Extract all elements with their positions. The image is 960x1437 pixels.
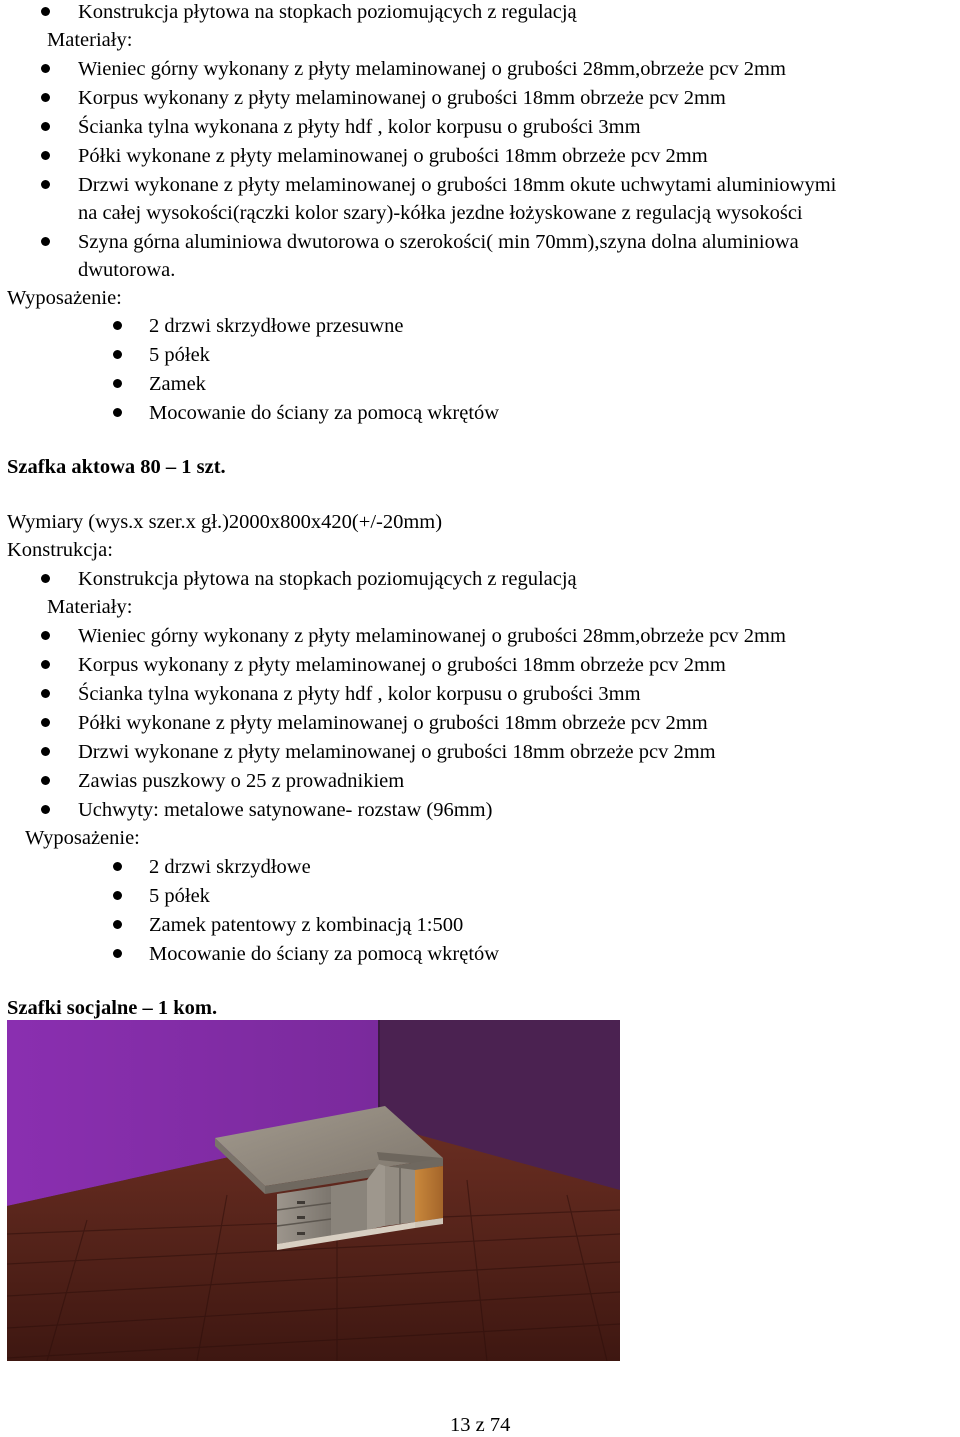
material-item: Wieniec górny wykonany z płyty melaminowanej o grubości 28mm,obrzeże pcv 2mm	[78, 625, 786, 647]
material-item-continuation: na całej wysokości(rączki kolor szary)-kółka jezdne łożyskowane z regulacją wysokości	[78, 202, 803, 224]
bullet	[113, 379, 122, 388]
page-number: 13 z 74	[450, 1414, 511, 1436]
bullet	[41, 776, 50, 785]
section-heading: Szafka aktowa 80 – 1 szt.	[7, 456, 226, 478]
materials-label: Materiały:	[47, 29, 133, 51]
cabinet-render-image	[7, 1020, 620, 1361]
construction-item: Konstrukcja płytowa na stopkach poziomujących z regulacją	[78, 1, 577, 23]
bullet	[113, 408, 122, 417]
bullet	[41, 718, 50, 727]
construction-item: Konstrukcja płytowa na stopkach poziomujących z regulacją	[78, 568, 577, 590]
material-item: Korpus wykonany z płyty melaminowanej o grubości 18mm obrzeże pcv 2mm	[78, 87, 726, 109]
material-item: Zawias puszkowy o 25 z prowadnikiem	[78, 770, 405, 792]
bullet	[41, 7, 50, 16]
bullet	[41, 64, 50, 73]
material-item: Drzwi wykonane z płyty melaminowanej o grubości 18mm obrzeże pcv 2mm	[78, 741, 716, 763]
bullet	[41, 180, 50, 189]
material-item: Ścianka tylna wykonana z płyty hdf , kolor korpusu o grubości 3mm	[78, 116, 641, 138]
equipment-item: 2 drzwi skrzydłowe	[149, 856, 311, 878]
bullet	[41, 93, 50, 102]
equipment-item: Mocowanie do ściany za pomocą wkrętów	[149, 402, 500, 424]
bullet	[113, 920, 122, 929]
material-item: Drzwi wykonane z płyty melaminowanej o grubości 18mm okute uchwytami aluminiowymi	[78, 174, 837, 196]
materials-label: Materiały:	[47, 596, 133, 618]
bullet	[113, 321, 122, 330]
equipment-item: Zamek patentowy z kombinacją 1:500	[149, 914, 464, 936]
equipment-item: 5 półek	[149, 344, 210, 366]
material-item: Uchwyty: metalowe satynowane- rozstaw (96mm)	[78, 799, 493, 821]
material-item: Półki wykonane z płyty melaminowanej o grubości 18mm obrzeże pcv 2mm	[78, 712, 708, 734]
bullet	[41, 631, 50, 640]
construction-label: Konstrukcja:	[7, 539, 113, 561]
material-item-continuation: dwutorowa.	[78, 259, 176, 281]
bullet	[113, 891, 122, 900]
material-item: Półki wykonane z płyty melaminowanej o grubości 18mm obrzeże pcv 2mm	[78, 145, 708, 167]
equipment-item: Mocowanie do ściany za pomocą wkrętów	[149, 943, 500, 965]
material-item: Wieniec górny wykonany z płyty melaminowanej o grubości 28mm,obrzeże pcv 2mm	[78, 58, 786, 80]
bullet	[41, 747, 50, 756]
bullet	[113, 862, 122, 871]
bullet	[41, 574, 50, 583]
material-item: Korpus wykonany z płyty melaminowanej o grubości 18mm obrzeże pcv 2mm	[78, 654, 726, 676]
section-heading: Szafki socjalne – 1 kom.	[7, 997, 218, 1019]
equipment-item: 5 półek	[149, 885, 210, 907]
bullet	[41, 689, 50, 698]
material-item: Ścianka tylna wykonana z płyty hdf , kolor korpusu o grubości 3mm	[78, 683, 641, 705]
bullet	[113, 949, 122, 958]
bullet	[41, 805, 50, 814]
bullet	[41, 660, 50, 669]
bullet	[41, 151, 50, 160]
bullet	[113, 350, 122, 359]
bullet	[41, 122, 50, 131]
material-item: Szyna górna aluminiowa dwutorowa o szerokości( min 70mm),szyna dolna aluminiowa	[78, 231, 799, 253]
equipment-item: 2 drzwi skrzydłowe przesuwne	[149, 315, 404, 337]
dimensions: Wymiary (wys.x szer.x gł.)2000x800x420(+/-20mm)	[7, 511, 443, 533]
equipment-label: Wyposażenie:	[25, 827, 140, 849]
equipment-item: Zamek	[149, 373, 206, 395]
equipment-label: Wyposażenie:	[7, 287, 122, 309]
bullet	[41, 237, 50, 246]
